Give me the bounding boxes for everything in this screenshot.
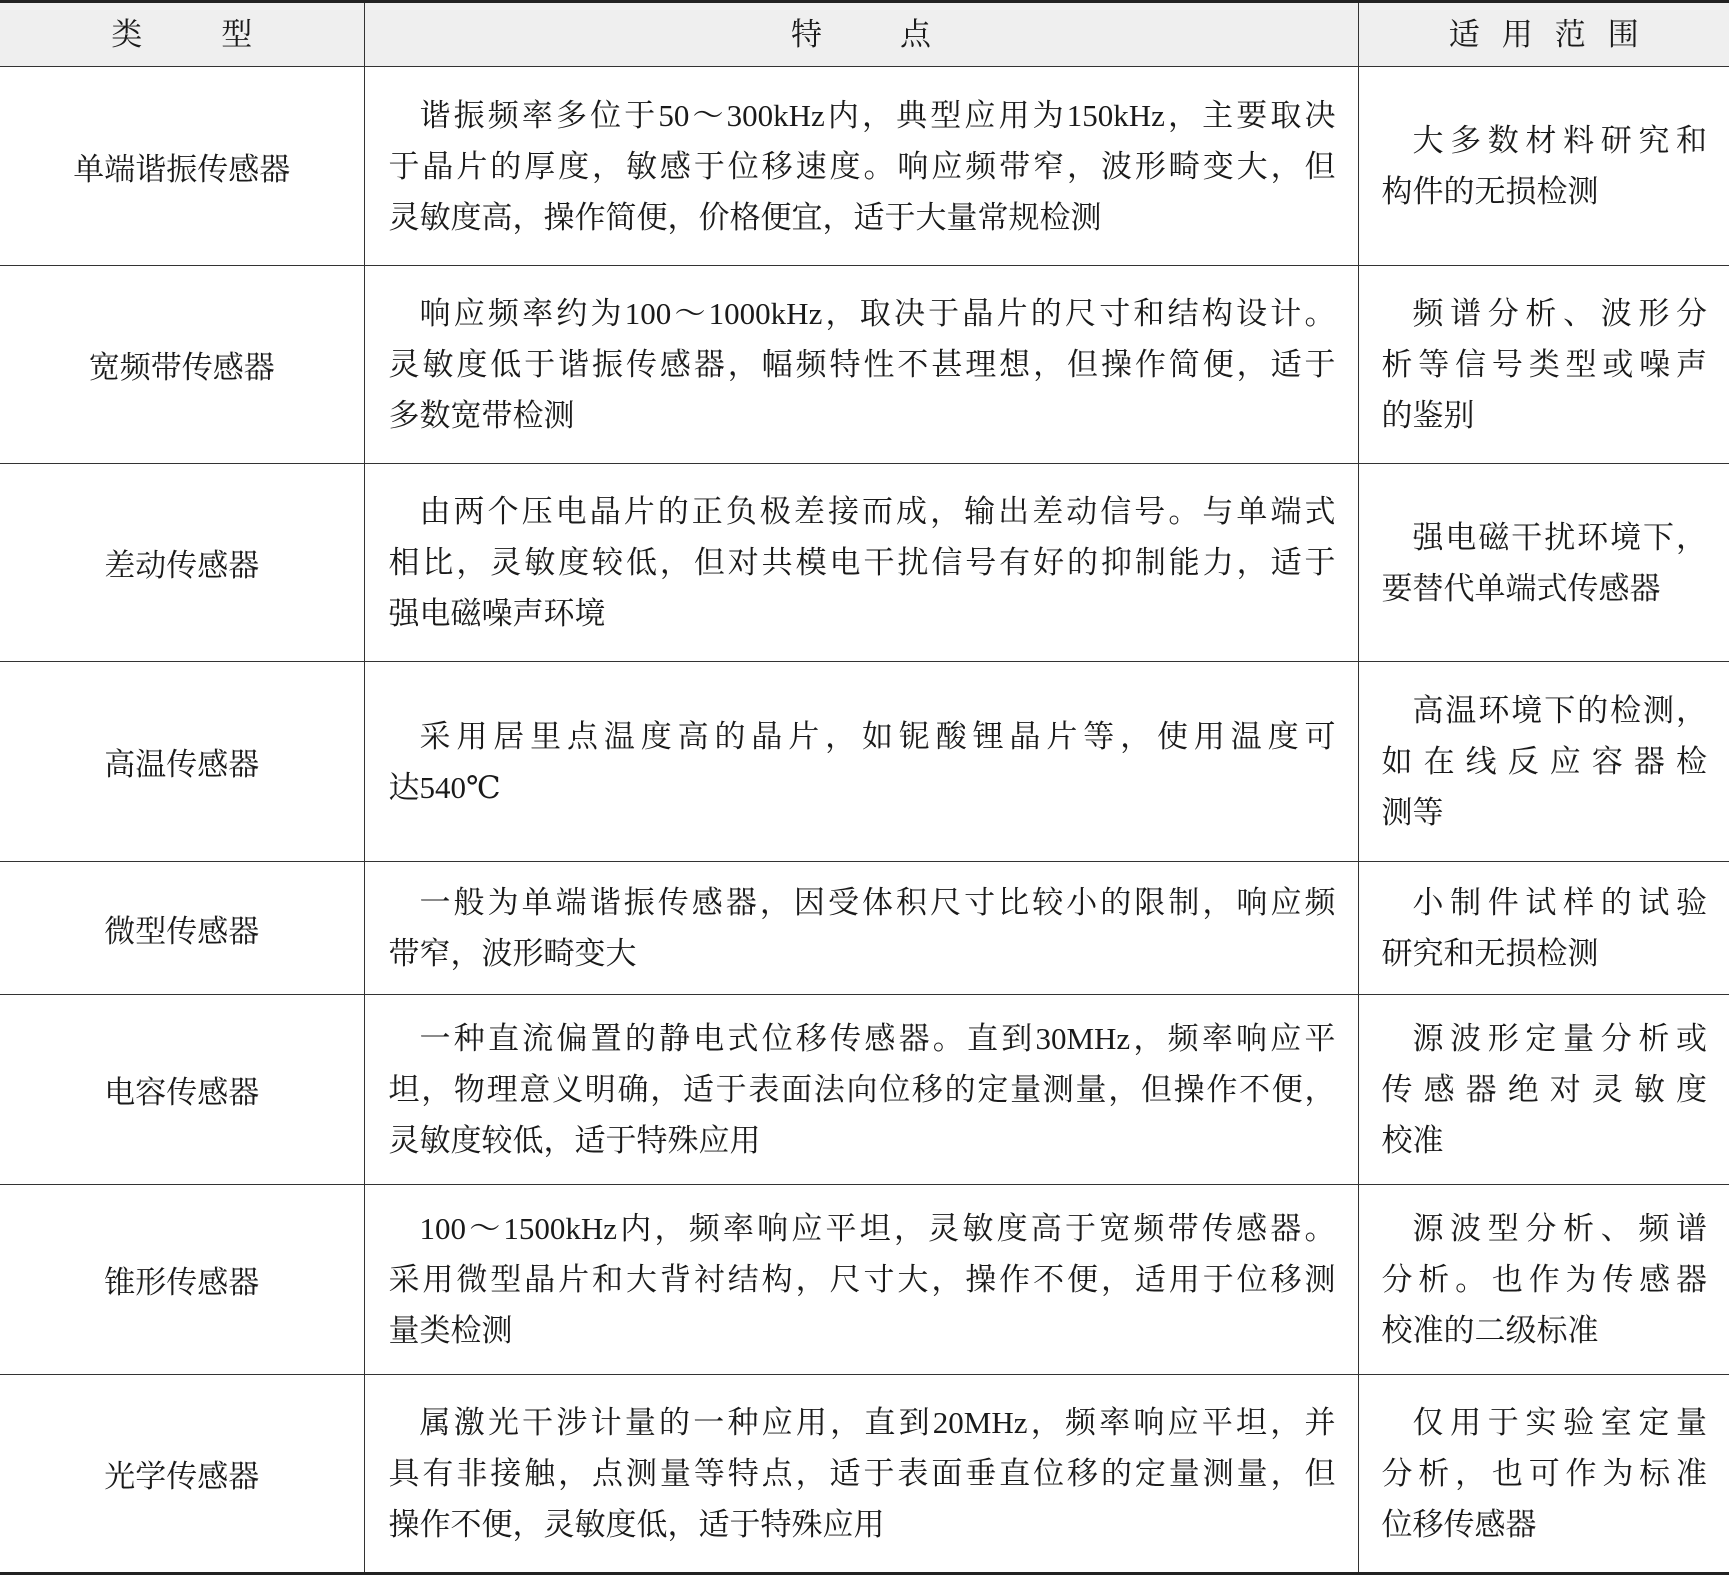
scope-line: 源波型分析、频谱 — [1412, 1211, 1707, 1246]
features-cell — [364, 464, 1358, 662]
scope-cell — [1358, 266, 1729, 464]
features-line: 谐振频率多位于50～300kHz内，典型应用为150kHz，主要取决 — [419, 97, 1336, 133]
scope-line: 传感器绝对灵敏度 — [1381, 1072, 1707, 1107]
features-line: 采用居里点温度高的晶片，如铌酸锂晶片等，使用温度可 — [419, 718, 1336, 754]
header-scope-label: 适用范围 — [1448, 16, 1661, 52]
sensor-type-cell — [0, 995, 364, 1185]
table-body — [0, 67, 1729, 1574]
scope-line: 分析。也作为传感器 — [1381, 1262, 1707, 1297]
sensor-type-name: 差动传感器 — [104, 548, 260, 583]
features-cell — [364, 67, 1358, 266]
sensor-type-cell — [0, 67, 364, 266]
scope-line: 频谱分析、波形分 — [1412, 296, 1707, 331]
scope-line: 研究和无损检测 — [1381, 936, 1599, 971]
scope-line: 仅用于实验室定量 — [1412, 1405, 1707, 1440]
sensor-type-cell — [0, 266, 364, 464]
features-line: 属激光干涉计量的一种应用，直到20MHz，频率响应平坦，并 — [419, 1405, 1336, 1440]
features-line: 一般为单端谐振传感器，因受体积尺寸比较小的限制，响应频 — [419, 885, 1336, 920]
scope-cell — [1358, 67, 1729, 266]
table-row — [0, 862, 1729, 995]
table-row — [0, 662, 1729, 862]
features-line: 由两个压电晶片的正负极差接而成，输出差动信号。与单端式 — [419, 494, 1336, 529]
scope-line: 析等信号类型或噪声 — [1381, 347, 1707, 382]
scope-cell — [1358, 862, 1729, 995]
header-type — [0, 2, 364, 67]
scope-cell — [1358, 464, 1729, 662]
header-scope — [1358, 2, 1729, 67]
features-line: 于晶片的厚度，敏感于位移速度。响应频带窄，波形畸变大，但 — [388, 148, 1336, 184]
header-features — [364, 2, 1358, 67]
features-line: 多数宽带检测 — [388, 398, 575, 433]
scope-line: 校准的二级标准 — [1381, 1313, 1599, 1348]
features-line: 采用微型晶片和大背衬结构，尺寸大，操作不便，适用于位移测 — [388, 1262, 1336, 1297]
scope-line: 高温环境下的检测， — [1412, 693, 1707, 728]
scope-cell — [1358, 995, 1729, 1185]
sensor-type-name: 微型传感器 — [104, 913, 260, 949]
sensor-type-name: 电容传感器 — [104, 1075, 260, 1110]
features-line: 相比，灵敏度较低，但对共模电干扰信号有好的抑制能力，适于 — [388, 545, 1336, 580]
features-line: 响应频率约为100～1000kHz，取决于晶片的尺寸和结构设计。 — [419, 296, 1336, 331]
features-line: 灵敏度低于谐振传感器，幅频特性不甚理想，但操作简便，适于 — [388, 347, 1336, 382]
scope-line: 校准 — [1381, 1123, 1444, 1158]
features-line: 强电磁噪声环境 — [388, 596, 606, 631]
sensor-type-cell — [0, 1375, 364, 1574]
features-cell — [364, 1375, 1358, 1574]
table-row — [0, 266, 1729, 464]
scope-line: 小制件试样的试验 — [1412, 885, 1707, 920]
features-cell — [364, 662, 1358, 862]
scope-line: 分析，也可作为标准 — [1381, 1456, 1707, 1491]
sensor-type-cell — [0, 862, 364, 995]
table-row — [0, 995, 1729, 1185]
scope-line: 位移传感器 — [1381, 1507, 1537, 1542]
sensor-type-name: 单端谐振传感器 — [73, 151, 291, 187]
scope-line: 源波形定量分析或 — [1412, 1021, 1707, 1056]
header-features-label: 特点 — [791, 16, 1009, 52]
sensor-type-name: 光学传感器 — [104, 1459, 260, 1494]
table-header — [0, 2, 1729, 67]
scope-line: 要替代单端式传感器 — [1381, 570, 1661, 606]
table-row — [0, 464, 1729, 662]
features-cell — [364, 862, 1358, 995]
scope-line: 构件的无损检测 — [1381, 174, 1599, 209]
scope-line: 的鉴别 — [1381, 398, 1475, 433]
features-line: 量类检测 — [388, 1313, 513, 1348]
sensor-type-cell — [0, 662, 364, 862]
sensor-type-name: 宽频带传感器 — [88, 350, 275, 385]
features-line: 具有非接触，点测量等特点，适于表面垂直位移的定量测量，但 — [388, 1456, 1336, 1491]
features-line: 灵敏度较低，适于特殊应用 — [388, 1123, 761, 1158]
features-line: 100～1500kHz内，频率响应平坦，灵敏度高于宽频带传感器。 — [419, 1211, 1336, 1246]
header-row — [0, 2, 1729, 67]
features-line: 达540℃ — [388, 769, 501, 805]
sensor-type-cell — [0, 1185, 364, 1375]
scope-line: 如在线反应容器检 — [1381, 744, 1707, 779]
features-line: 坦，物理意义明确，适于表面法向位移的定量测量，但操作不便， — [388, 1072, 1336, 1107]
features-cell — [364, 1185, 1358, 1375]
scope-line: 强电磁干扰环境下， — [1412, 519, 1707, 555]
features-line: 灵敏度高，操作简便，价格便宜，适于大量常规检测 — [388, 199, 1102, 235]
features-cell — [364, 995, 1358, 1185]
scope-cell — [1358, 1375, 1729, 1574]
sensor-type-cell — [0, 464, 364, 662]
table-row — [0, 1375, 1729, 1574]
scope-cell — [1358, 1185, 1729, 1375]
table-row — [0, 67, 1729, 266]
features-line: 操作不便，灵敏度低，适于特殊应用 — [388, 1507, 885, 1542]
header-type-label: 类型 — [111, 16, 332, 52]
features-cell — [364, 266, 1358, 464]
scope-line: 测等 — [1381, 795, 1444, 830]
features-line: 一种直流偏置的静电式位移传感器。直到30MHz，频率响应平 — [419, 1021, 1336, 1056]
table-row — [0, 1185, 1729, 1375]
sensor-type-name: 高温传感器 — [104, 747, 260, 782]
scope-line: 大多数材料研究和 — [1412, 123, 1707, 158]
sensor-type-name: 锥形传感器 — [104, 1265, 260, 1300]
features-line: 带窄，波形畸变大 — [388, 936, 637, 971]
scope-cell — [1358, 662, 1729, 862]
